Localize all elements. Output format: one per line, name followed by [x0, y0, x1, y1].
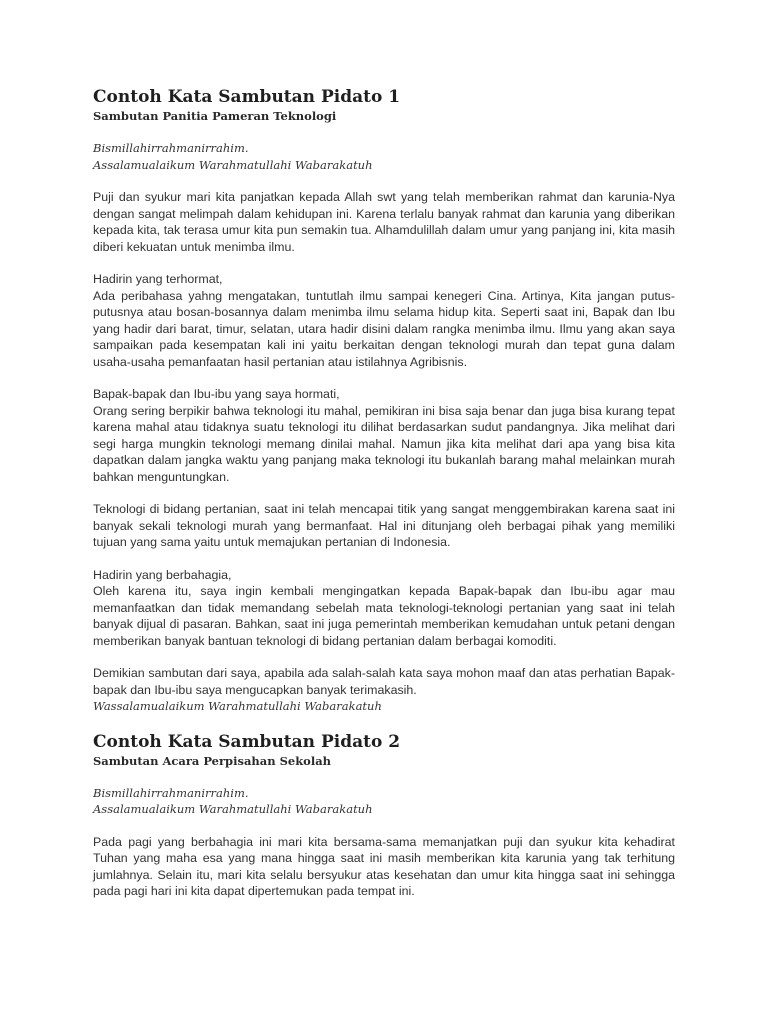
section-1-paragraph-6: [93, 665, 675, 715]
section-1-subtitle: Sambutan Panitia Pameran Teknologi: [93, 109, 337, 123]
section-1-paragraph-1: Puji dan syukur mari kita panjatkan kepada Allah swt yang telah memberikan rahmat dan karunia-Nya dengan sangat melimpah dalam kehidupan ini. Karena terlalu banyak rahmat dan karunia yang diberikan kepada kita, tak terasa umur kita pun semakin tua. Alhamdulillah dalam umur yang panjang ini, kita masih diberi kekuatan untuk menimba ilmu.: [93, 190, 675, 254]
paragraph-5-salutation: Hadirin yang berbahagia,: [93, 567, 232, 582]
section-2-paragraph-1: Pada pagi yang berbahagia ini mari kita bersama-sama memanjatkan puji dan syukur kita kehadirat Tuhan yang maha esa yang mana hingga saat ini masih memberikan kita karunia yang tak terhitung jumlahnya. Selain itu, mari kita selalu bersyukur atas kesehatan dan umur kita hingga saat ini sehingga pada pagi hari ini kita dapat dipertemukan pada tempat ini.: [93, 834, 675, 898]
greeting-bismillah: Bismillahirrahmanirrahim.: [93, 785, 249, 800]
greeting-bismillah: Bismillahirrahmanirrahim.: [93, 141, 249, 155]
paragraph-3-salutation: Bapak-bapak dan Ibu-ibu yang saya hormati,: [93, 387, 340, 401]
document-page: [93, 86, 675, 916]
section-1-paragraph-5: [93, 567, 675, 650]
section-1-closing: Wassalamualaikum Warahmatullahi Wabarakatuh: [93, 699, 382, 713]
paragraph-5-body: Oleh karena itu, saya ingin kembali mengingatkan kepada Bapak-bapak dan Ibu-ibu agar mau memanfaatkan dan tidak memandang sebelah mata teknologi-teknologi pertanian yang saat ini telah banyak dijual di pasaran. Bahkan, saat ini juga pemerintah memberikan kemudahan untuk petani dengan memberikan banyak bantuan teknologi di bidang pertanian dalam berbagai komoditi.: [93, 584, 675, 648]
paragraph-2-body: Ada peribahasa yahng mengatakan, tuntutlah ilmu sampai kenegeri Cina. Artinya, Kita jangan putus-putusnya atau bosan-bosannya dalam menimba ilmu selama hidup kita. Seperti saat ini, Bapak dan Ibu yang hadir dari barat, timur, selatan, utara hadir disini dalam rangka menimba ilmu. Ilmu yang akan saya sampaikan pada kesempatan kali ini yaitu berkaitan dengan teknologi murah dan tepat guna dalam usaha-usaha pemanfaatan hasil pertanian atau istilahnya Agribisnis.: [93, 288, 675, 369]
section-2-greeting: [93, 785, 675, 818]
paragraph-2-salutation: Hadirin yang terhormat,: [93, 272, 223, 286]
paragraph-3-body: Orang sering berpikir bahwa teknologi itu mahal, pemikiran ini bisa saja benar dan juga bisa kurang tepat karena mahal atau tidaknya suatu teknologi itu dilihat berdasarkan sudut pandangnya. Jika melihat dari segi harga mungkin teknologi memang dinilai mahal. Namun jika kita melihat dari apa yang bisa kita dapatkan dalam jangka waktu yang panjang maka teknologi itu bukanlah barang mahal melainkan murah bahkan menguntungkan.: [93, 403, 675, 484]
section-1-paragraph-3: [93, 386, 675, 485]
section-2-title: Contoh Kata Sambutan Pidato 2: [93, 731, 401, 752]
greeting-salam: Assalamualaikum Warahmatullahi Wabarakatuh: [93, 157, 373, 172]
greeting-salam: Assalamualaikum Warahmatullahi Wabarakatuh: [93, 802, 373, 816]
section-1-title: Contoh Kata Sambutan Pidato 1: [93, 87, 401, 107]
paragraph-6-body: Demikian sambutan dari saya, apabila ada salah-salah kata saya mohon maaf dan atas perhatian Bapak-bapak dan Ibu-ibu saya mengucapkan banyak terimakasih.: [93, 666, 675, 697]
speech-section-1: [93, 86, 675, 715]
section-1-greeting: [93, 140, 675, 173]
speech-section-2: [93, 731, 675, 900]
section-2-subtitle: Sambutan Acara Perpisahan Sekolah: [93, 753, 332, 768]
section-1-paragraph-2: [93, 271, 675, 370]
section-1-paragraph-4: Teknologi di bidang pertanian, saat ini telah mencapai titik yang sangat menggembirakan karena saat ini banyak sekali teknologi murah yang bermanfaat. Hal ini ditunjang oleh berbagai pihak yang memiliki tujuan yang sama yaitu untuk memajukan pertanian di Indonesia.: [93, 502, 675, 549]
